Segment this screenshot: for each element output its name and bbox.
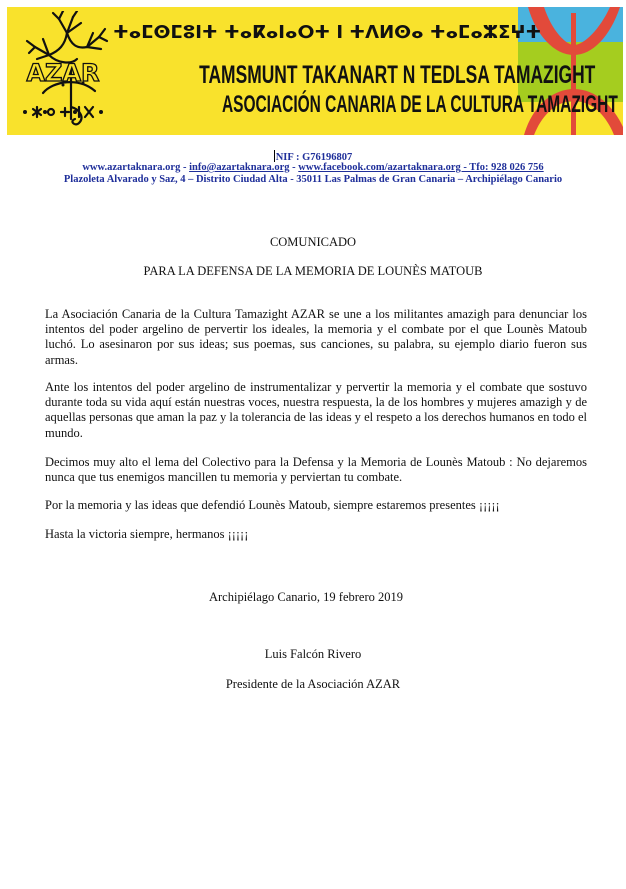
body-paragraph: Decimos muy alto el lema del Colectivo para la Defensa y la Memoria de Lounès Matoub : No dejaremos nunca que tus enemigos mancillen tu memoria y perviertan tu combate. (45, 455, 587, 485)
azar-logo (19, 11, 111, 129)
website-text: www.azartaknara.org (82, 162, 181, 173)
facebook-phone-link[interactable]: www.facebook.com/azartaknara.org - Tfo: 928 026 756 (298, 162, 544, 173)
letterhead-banner (7, 7, 623, 135)
separator: - (180, 162, 190, 173)
body-paragraph: Hasta la victoria siempre, hermanos ¡¡¡¡¡ (45, 527, 249, 541)
logo-text: AZAR (26, 59, 100, 87)
body-paragraph: La Asociación Canaria de la Cultura Tamazight AZAR se une a los militantes amazigh para denunciar los intentos del poder argelino de pervertir los ideales, la memoria y el combate por el que Lounès Matoub luchó. Lo asesinaron por sus ideas; sus poemas, sus canciones, su palabra, su ejemplo diario fueron sus armas. (45, 307, 587, 367)
tifinagh-title (113, 22, 542, 43)
address-line: Plazoleta Alvarado y Saz, 4 – Distrito Ciudad Alta - 35011 Las Palmas de Gran Canaria – Archipiélago Canario (63, 174, 563, 185)
place-date: Archipiélago Canario, 19 febrero 2019 (208, 590, 404, 604)
body-paragraph: Ante los intentos del poder argelino de instrumentalizar y pervertir la memoria y el combate que sostuvo durante toda su vida aquí están nuestras voces, nuestra respuesta, la de los hombres y mujeres amazigh y de aquellas personas que aman la paz y la tolerancia de las ideas y el respeto a los derechos humanos en todo el mundo. (45, 380, 587, 440)
email-link[interactable]: info@azartaknara.org (189, 162, 290, 173)
contact-links-line (0, 162, 626, 173)
letterhead-titles (113, 7, 618, 135)
org-title-amazigh (113, 61, 596, 90)
body-paragraph: Por la memoria y las ideas que defendió Lounès Matoub, siempre estaremos presentes ¡¡¡¡¡ (45, 498, 500, 512)
separator: - (289, 162, 299, 173)
nif-text: NIF : G76196807 (275, 152, 353, 163)
signatory-name: Luis Falcón Rivero (264, 647, 362, 661)
tifinagh-title-text: ⵜⴰⵎⵙⵎⵓⵏⵜ ⵜⴰⴽⴰⵏⴰⵔⵜ ⵏ ⵜⴷⵍⵙⴰ ⵜⴰⵎⴰⵣⵉⵖⵜ (113, 22, 542, 43)
azar-tree-logo-icon (19, 11, 111, 129)
document-subheading: PARA LA DEFENSA DE LA MEMORIA DE LOUNÈS MATOUB (143, 264, 483, 278)
document-heading: COMUNICADO (269, 235, 357, 249)
org-title-spanish-text: ASOCIACIÓN CANARIA DE LA CULTURA TAMAZIGHT (221, 91, 618, 118)
text-cursor (274, 150, 275, 162)
org-title-spanish (113, 91, 618, 119)
signatory-role: Presidente de la Asociación AZAR (225, 677, 401, 691)
org-title-amazigh-text: TAMSMUNT TAKANART N TEDLSA TAMAZIGHT (199, 61, 596, 89)
